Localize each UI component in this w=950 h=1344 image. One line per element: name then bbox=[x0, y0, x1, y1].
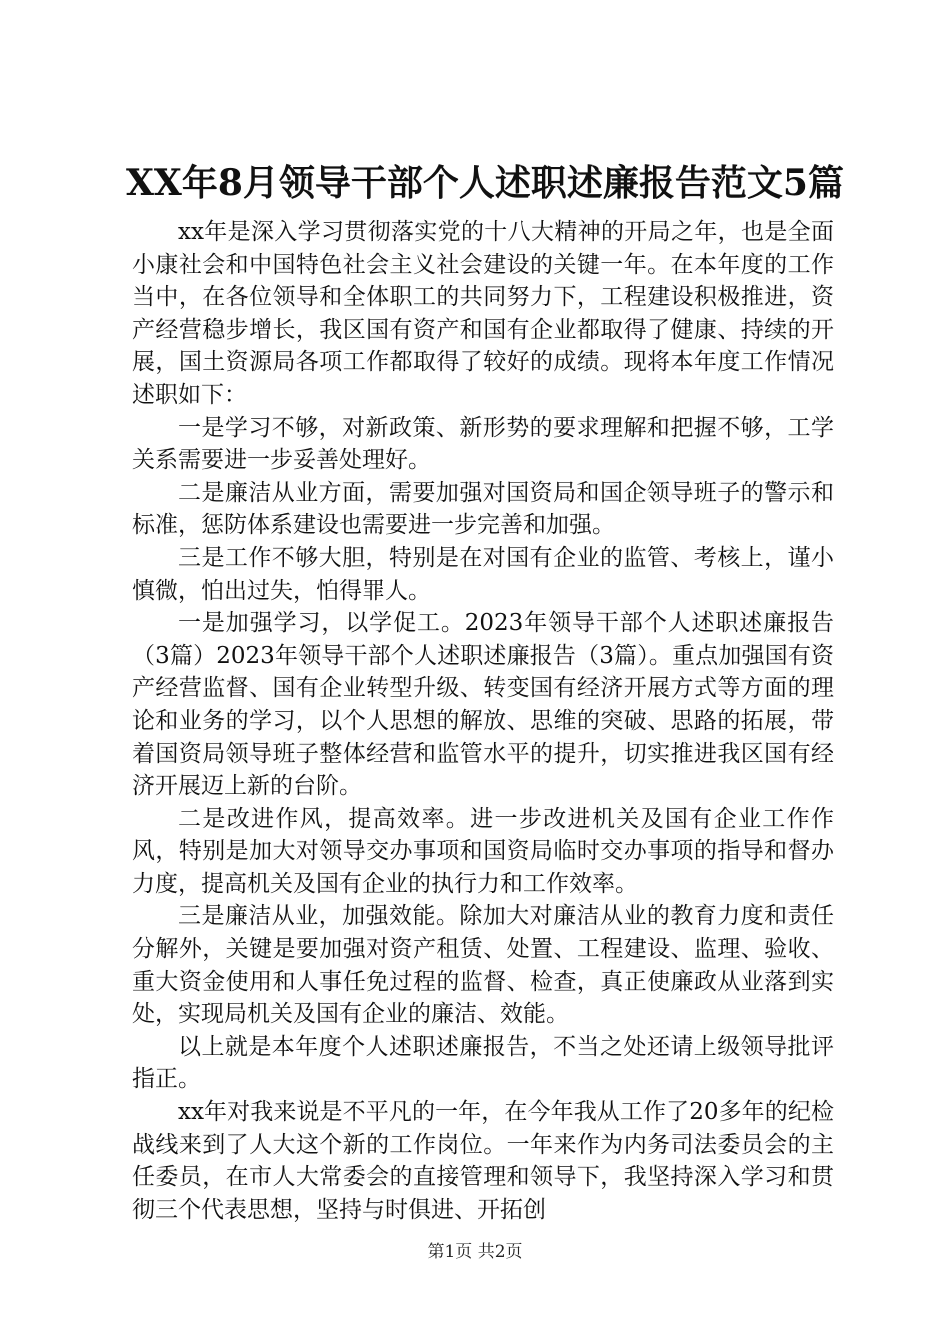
document-body bbox=[132, 216, 834, 1226]
paragraph: 一是学习不够，对新政策、新形势的要求理解和把握不够，工学关系需要进一步妥善处理好。 bbox=[132, 414, 834, 474]
document-title: XX年8月领导干部个人述职述廉报告范文5篇 bbox=[126, 162, 844, 204]
paragraph: 三是廉洁从业，加强效能。除加大对廉洁从业的教育力度和责任分解外，关键是要加强对资产租赁、处置、工程建设、监理、验收、重大资金使用和人事任免过程的监督、检查，真正使廉政从业落到实处，实现局机关及国有企业的廉洁、效能。 bbox=[132, 903, 834, 1028]
paragraph: 三是工作不够大胆，特别是在对国有企业的监管、考核上，谨小慎微，怕出过失，怕得罪人。 bbox=[132, 544, 834, 604]
paragraph: 以上就是本年度个人述职述廉报告，不当之处还请上级领导批评指正。 bbox=[132, 1033, 834, 1093]
paragraph: xx年是深入学习贯彻落实党的十八大精神的开局之年，也是全面小康社会和中国特色社会主义社会建设的关键一年。在本年度的工作当中，在各位领导和全体职工的共同努力下，工程建设积极推进，资产经营稳步增长，我区国有资产和国有企业都取得了健康、持续的开展，国土资源局各项工作都取得了较好的成绩。现将本年度工作情况述职如下： bbox=[132, 219, 834, 408]
paragraph: 一是加强学习，以学促工。2023年领导干部个人述职述廉报告（3篇）2023年领导干部个人述职述廉报告（3篇）。重点加强国有资产经营监督、国有企业转型升级、转变国有经济开展方式等方面的理论和业务的学习，以个人思想的解放、思维的突破、思路的拓展，带着国资局领导班子整体经营和监管水平的提升，切实推进我区国有经济开展迈上新的台阶。 bbox=[132, 610, 834, 800]
paragraph: 二是廉洁从业方面，需要加强对国资局和国企领导班子的警示和标准，惩防体系建设也需要进一步完善和加强。 bbox=[132, 479, 834, 539]
page-number-footer: 第1页 共2页 bbox=[427, 1242, 523, 1262]
paragraph: xx年对我来说是不平凡的一年，在今年我从工作了20多年的纪检战线来到了人大这个新的工作岗位。一年来作为内务司法委员会的主任委员，在市人大常委会的直接管理和领导下，我坚持深入学习和贯彻三个代表思想，坚持与时俱进、开拓创 bbox=[132, 1099, 834, 1223]
paragraph: 二是改进作风，提高效率。进一步改进机关及国有企业工作作风，特别是加大对领导交办事项和国资局临时交办事项的指导和督办力度，提高机关及国有企业的执行力和工作效率。 bbox=[132, 805, 834, 897]
